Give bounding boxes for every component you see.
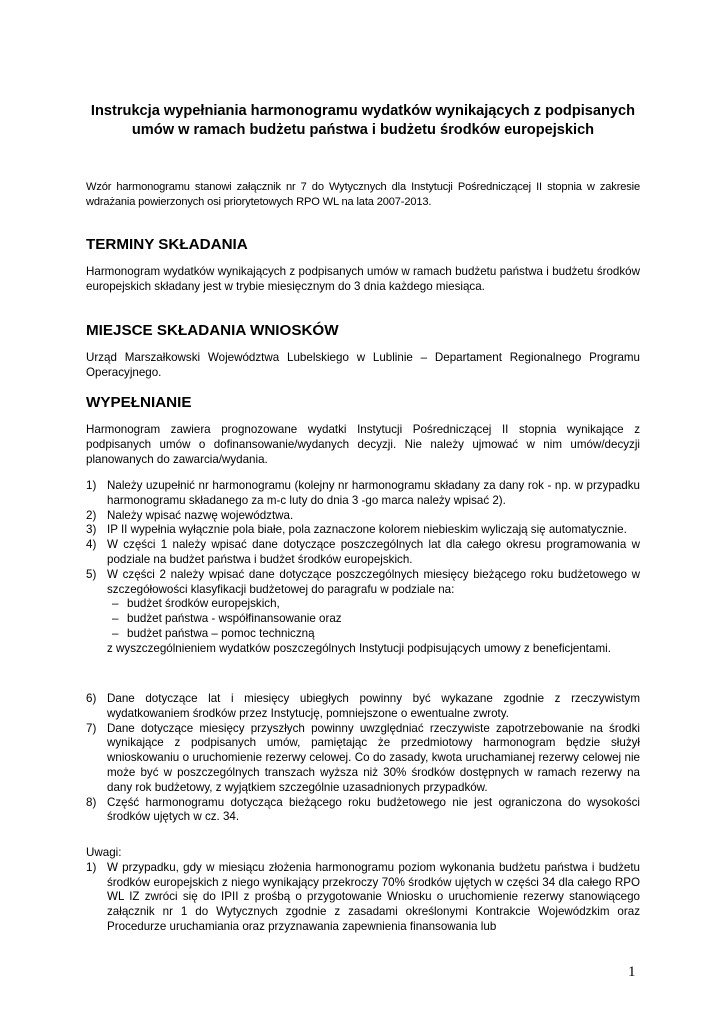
sublist-item: – budżet państwa – pomoc techniczną: [112, 626, 315, 640]
sublist-item: – budżet państwa - współfinansowanie oraz: [112, 612, 342, 626]
intro-paragraph: Wzór harmonogramu stanowi załącznik nr 7 do Wytycznych dla Instytucji Pośredniczącej II stopnia w zakresie wdrażania powierzonych osi priorytetowych RPO WL na lata 2007-2013.: [86, 181, 640, 208]
list-item: 6) Dane dotyczące lat i miesięcy ubiegłych powinny być wykazane zgodnie z rzeczywistym wydatkowaniem środków przez Instytucję, pomniejszone o ewentualne zwroty.: [86, 692, 640, 720]
list-item: 1) W przypadku, gdy w miesiącu złożenia harmonogramu poziom wykonania budżetu państwa i budżetu środków europejskich z niego wynikający przekroczy 70% środków ujętych w części 34 dla całego RPO WL IZ zwróci się do IPII z prośbą o przygotowanie Wniosku o uruchomienie rezerwy stanowiącego załącznik nr 1 do Wytycznych zgodnie z zasadami określonymi Kontrakcie Wojewódzkim oraz Procedurze uruchamiania oraz przyznawania zapewnienia finansowania lub: [86, 860, 640, 933]
instructions-list: [86, 479, 640, 657]
list-item: 1) Należy uzupełnić nr harmonogramu (kolejny nr harmonogramu składany za dany rok - np. w przypadku harmonogramu składanego za m-c luty do dnia 3 -go marca należy wpisać 2).: [86, 479, 640, 507]
section-text-terminy: Harmonogram wydatków wynikających z podpisanych umów w ramach budżetu państwa i budżetu środków europejskich składany jest w trybie miesięcznym do 3 dnia każdego miesiąca.: [86, 265, 640, 293]
section-text-wypelnianie: Harmonogram zawiera prognozowane wydatki Instytucji Pośredniczącej II stopnia wynikające z podpisanych umów o dofinansowanie/wydanych decyzji. Nie należy ujmować w nim umów/decyzji planowanych do zawarcia/wydania.: [86, 423, 640, 466]
section-heading-wypelnianie: WYPEŁNIANIE: [86, 394, 192, 411]
section-heading-miejsce: MIEJSCE SKŁADANIA WNIOSKÓW: [86, 322, 339, 339]
list-item-continuation: z wyszczególnieniem wydatków poszczególnych Instytucji podpisujących umowy z beneficjentami.: [107, 641, 611, 655]
notes-label: Uwagi:: [86, 846, 122, 859]
page-number: 1: [628, 964, 636, 980]
instructions-list-continued: [86, 692, 640, 825]
list-item: 2) Należy wpisać nazwę województwa.: [86, 508, 294, 522]
list-item: 8) Część harmonogramu dotycząca bieżącego roku budżetowego nie jest ograniczona do wysokości środków ujętych w cz. 34.: [86, 795, 640, 824]
list-item: 3) IP II wypełnia wyłącznie pola białe, pola zaznaczone kolorem niebieskim wyliczają się automatycznie.: [86, 523, 627, 537]
section-heading-terminy: TERMINY SKŁADANIA: [86, 236, 248, 253]
section-text-miejsce: Urząd Marszałkowski Województwa Lubelskiego w Lublinie – Departament Regionalnego Programu Operacyjnego.: [86, 351, 640, 379]
list-item: 7) Dane dotyczące miesięcy przyszłych powinny uwzględniać rzeczywiste zapotrzebowanie na środki wynikające z podpisanych umów, pamiętając że przedmiotowy harmonogram będzie służył wnioskowaniu o uruchomienie rezerwy celowej. Co do zasady, kwota uruchamianej rezerwy celowej nie może być w poszczególnych transzach wyższa niż 30% środków dostępnych w ramach rezerwy na dany rok budżetowy, z wyjątkiem szczególnie uzasadnionych przypadków.: [86, 721, 640, 794]
list-item: 4) W części 1 należy wpisać dane dotyczące poszczególnych lat dla całego okresu programowania w podziale na budżet państwa i budżet środków europejskich.: [86, 538, 640, 566]
sublist-item: – budżet środków europejskich,: [112, 597, 280, 611]
document-title: Instrukcja wypełniania harmonogramu wydatków wynikających z podpisanych umów w ramach budżetu państwa i budżetu środków europejskich: [90, 103, 636, 138]
list-item: 5) W części 2 należy wpisać dane dotyczące poszczególnych miesięcy bieżącego roku budżetowego w szczegółowości klasyfikacji budżetowej do paragrafu w podziale na:: [86, 567, 640, 596]
notes-section: [86, 846, 640, 935]
